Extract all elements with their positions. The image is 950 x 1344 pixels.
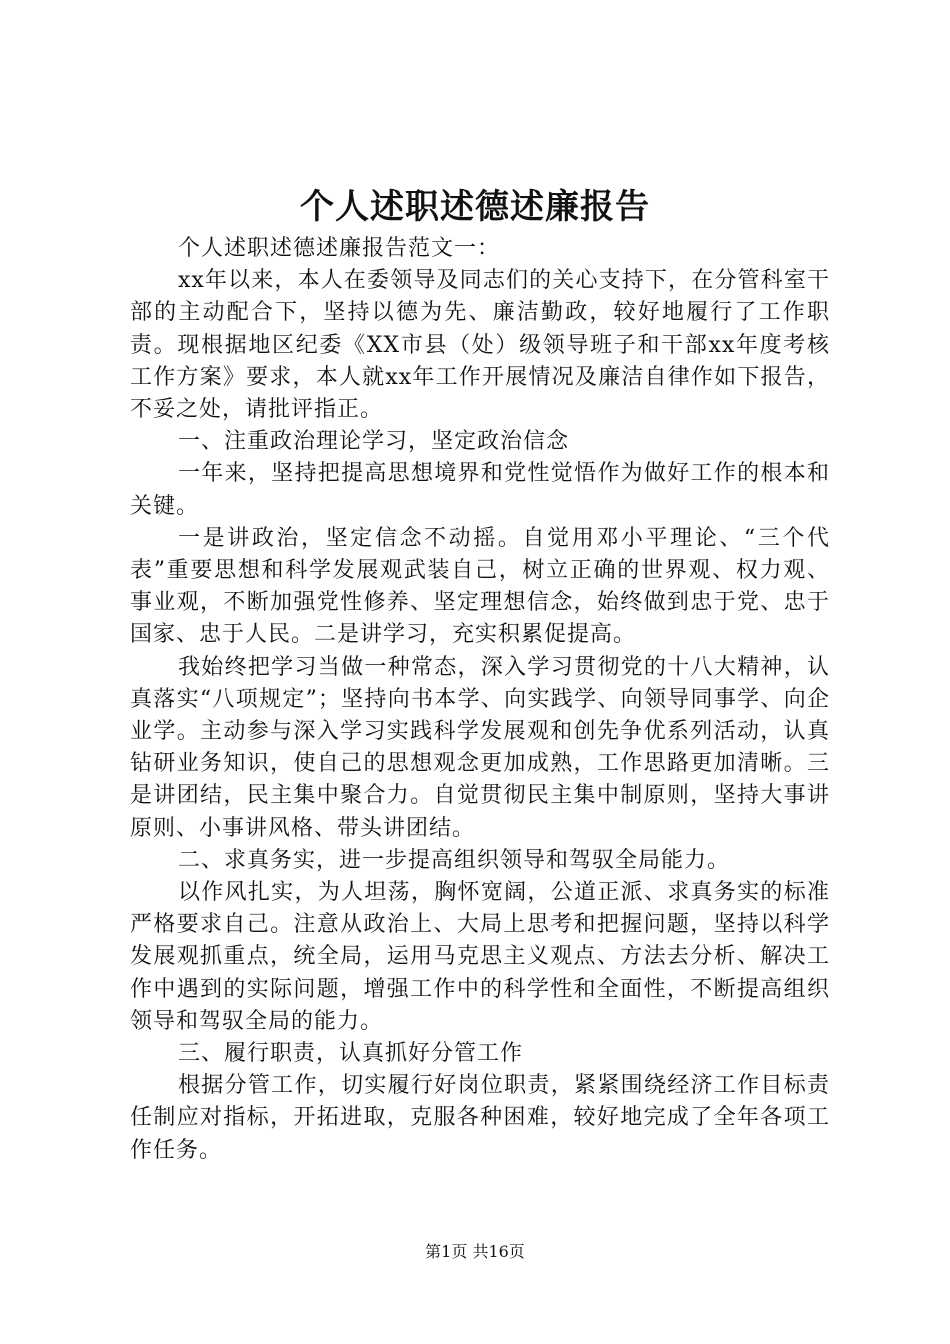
paragraph: 一是讲政治，坚定信念不动摇。自觉用邓小平理论、“三个代表”重要思想和科学发展观武装自己，树立正确的世界观、权力观、事业观，不断加强党性修养、坚定理想信念，始终做到忠于党、忠于国家、忠于人民。二是讲学习，充实积累促提高。 [130,525,830,648]
paragraph: 我始终把学习当做一种常态，深入学习贯彻党的十八大精神，认真落实“八项规定”；坚持向书本学、向实践学、向领导同事学、向企业学。主动参与深入学习实践科学发展观和创先争优系列活动，认真钻研业务知识，使自己的思想观念更加成熟，工作思路更加清晰。三是讲团结，民主集中聚合力。自觉贯彻民主集中制原则，坚持大事讲原则、小事讲风格、带头讲团结。 [130,654,830,841]
section-heading-1: 一、注重政治理论学习，坚定政治信念 [178,429,570,455]
paragraph: 以作风扎实，为人坦荡，胸怀宽阔，公道正派、求真务实的标准严格要求自己。注意从政治上、大局上思考和把握问题，坚持以科学发展观抓重点，统全局，运用马克思主义观点、方法去分析、解决工作中遇到的实际问题，增强工作中的科学性和全面性，不断提高组织领导和驾驭全局的能力。 [130,880,830,1034]
document-subtitle: 个人述职述德述廉报告范文一： [178,236,501,261]
paragraph: xx年以来，本人在委领导及同志们的关心支持下，在分管科室干部的主动配合下，坚持以德为先、廉洁勤政，较好地履行了工作职责。现根据地区纪委《XX市县（处）级领导班子和干部xx年度考核工作方案》要求，本人就xx年工作开展情况及廉洁自律作如下报告，不妥之处，请批评指正。 [130,268,830,423]
section-heading-3: 三、履行职责，认真抓好分管工作 [178,1041,524,1067]
document-body [130,233,830,1167]
document-title: 个人述职述德述廉报告 [300,187,650,227]
page-number-footer: 第1页 共16页 [425,1242,525,1261]
paragraph: 一年来，坚持把提高思想境界和党性觉悟作为做好工作的根本和关键。 [130,461,830,519]
section-heading-2: 二、求真务实，进一步提高组织领导和驾驭全局能力。 [178,847,731,873]
paragraph: 根据分管工作，切实履行好岗位职责，紧紧围绕经济工作目标责任制应对指标，开拓进取，克服各种困难，较好地完成了全年各项工作任务。 [130,1073,830,1163]
